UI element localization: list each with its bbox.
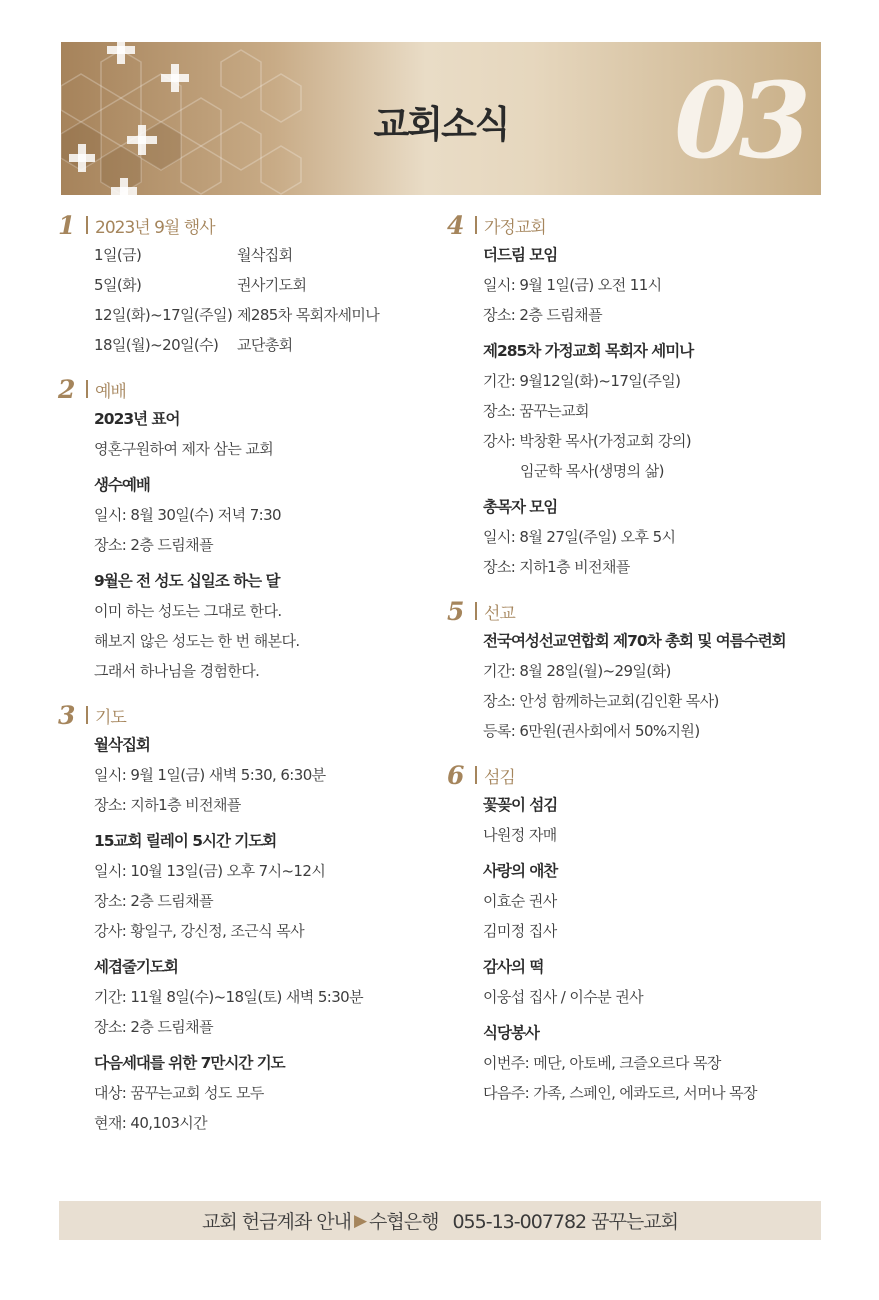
subheading: 더드림 모임 <box>483 246 558 264</box>
subheading: 꽃꽂이 섬김 <box>483 796 558 814</box>
section-number: 1 <box>58 210 76 240</box>
section-number: 4 <box>447 210 465 240</box>
text-line: 기간: 11월 8일(수)~18일(토) 새벽 5:30분 <box>94 988 364 1006</box>
text-line: 장소: 2층 드림채플 <box>94 892 213 910</box>
text-line: 임군학 목사(생명의 삶) <box>520 462 664 480</box>
subheading: 생수예배 <box>94 476 150 494</box>
subheading: 세겹줄기도회 <box>94 958 178 976</box>
page-title: 교회소식 <box>373 103 509 146</box>
section-2-header <box>58 374 438 404</box>
footer-label: 교회 헌금계좌 안내 <box>202 1211 351 1233</box>
event-name: 월삭집회 <box>237 246 293 264</box>
subheading: 전국여성선교연합회 제70차 총회 및 여름수련회 <box>483 632 786 650</box>
text-line: 장소: 2층 드림채플 <box>94 1018 213 1036</box>
subheading: 총목자 모임 <box>483 498 558 516</box>
subheading: 식당봉사 <box>483 1024 539 1042</box>
text-line: 이미 하는 성도는 그대로 한다. <box>94 602 282 620</box>
event-row <box>94 240 438 270</box>
section-5-body <box>447 626 827 746</box>
section-title: 2023년 9월 행사 <box>95 217 215 238</box>
text-line: 장소: 꿈꾸는교회 <box>483 402 589 420</box>
section-6-body <box>447 790 827 1108</box>
divider <box>475 602 477 620</box>
subheading: 2023년 표어 <box>94 410 180 428</box>
text-line: 이번주: 메단, 아토베, 크즐오르다 목장 <box>483 1054 721 1072</box>
text-line: 현재: 40,103시간 <box>94 1114 208 1132</box>
right-column <box>447 210 827 1108</box>
section-title: 가정교회 <box>484 217 546 238</box>
text-line: 일시: 8월 30일(수) 저녁 7:30 <box>94 506 281 524</box>
text-line: 기간: 8월 28일(월)~29일(화) <box>483 662 671 680</box>
subheading: 15교회 릴레이 5시간 기도회 <box>94 832 277 850</box>
text-line: 강사: 황일구, 강신정, 조근식 목사 <box>94 922 305 940</box>
event-name: 교단총회 <box>237 336 293 354</box>
text-line: 그래서 하나님을 경험한다. <box>94 662 260 680</box>
divider <box>475 766 477 784</box>
text-line: 이효순 권사 <box>483 892 557 910</box>
text-line: 장소: 지하1층 비전채플 <box>94 796 241 814</box>
account-number: 055-13-007782 꿈꾸는교회 <box>452 1211 678 1233</box>
subheading: 월삭집회 <box>94 736 150 754</box>
text-line: 장소: 2층 드림채플 <box>483 306 602 324</box>
section-1-header <box>58 210 438 240</box>
divider <box>475 216 477 234</box>
divider <box>86 706 88 724</box>
section-3-header <box>58 700 438 730</box>
event-date: 1일(금) <box>94 246 142 264</box>
section-number: 6 <box>447 760 465 790</box>
section-2-body <box>58 404 438 686</box>
divider <box>86 216 88 234</box>
left-column <box>58 210 438 1138</box>
text-line: 다음주: 가족, 스페인, 에콰도르, 서머나 목장 <box>483 1084 757 1102</box>
text-line: 일시: 9월 1일(금) 새벽 5:30, 6:30분 <box>94 766 326 784</box>
subheading: 감사의 떡 <box>483 958 544 976</box>
text-line: 장소: 2층 드림채플 <box>94 536 213 554</box>
section-1-body <box>58 240 438 360</box>
triangle-right-icon: ▶ <box>353 1210 367 1231</box>
text-line: 대상: 꿈꾸는교회 성도 모두 <box>94 1084 264 1102</box>
event-name: 권사기도회 <box>237 276 307 294</box>
event-row <box>94 300 438 330</box>
section-title: 기도 <box>95 707 126 728</box>
subheading: 제285차 가정교회 목회자 세미나 <box>483 342 694 360</box>
event-date: 18일(월)~20일(수) <box>94 336 219 354</box>
section-4-body <box>447 240 827 582</box>
event-row <box>94 330 438 360</box>
text-line: 김미정 집사 <box>483 922 557 940</box>
text-line: 강사: 박창환 목사(가정교회 강의) <box>483 432 692 450</box>
event-date: 5일(화) <box>94 276 142 294</box>
event-date: 12일(화)~17일(주일) <box>94 306 233 324</box>
page-number: 03 <box>674 59 803 182</box>
section-4-header <box>447 210 827 240</box>
offering-account-footer <box>59 1201 821 1240</box>
section-number: 2 <box>58 374 76 404</box>
section-6-header <box>447 760 827 790</box>
text-line: 일시: 10월 13일(금) 오후 7시~12시 <box>94 862 326 880</box>
text-line: 나원정 자매 <box>483 826 557 844</box>
subheading: 다음세대를 위한 7만시간 기도 <box>94 1054 285 1072</box>
divider <box>86 380 88 398</box>
bank-name: 수협은행 <box>369 1211 439 1233</box>
event-name: 제285차 목회자세미나 <box>237 306 380 324</box>
section-number: 5 <box>447 596 465 626</box>
text-line: 일시: 9월 1일(금) 오전 11시 <box>483 276 662 294</box>
section-title: 섬김 <box>484 767 515 788</box>
text-line: 이웅섭 집사 / 이수분 권사 <box>483 988 644 1006</box>
header-banner <box>61 42 821 195</box>
section-5-header <box>447 596 827 626</box>
section-title: 선교 <box>484 603 515 624</box>
section-3-body <box>58 730 438 1138</box>
event-row <box>94 270 438 300</box>
text-line: 장소: 지하1층 비전채플 <box>483 558 630 576</box>
text-line: 영혼구원하여 제자 삼는 교회 <box>94 440 274 458</box>
text-line: 일시: 8월 27일(주일) 오후 5시 <box>483 528 676 546</box>
text-line: 해보지 않은 성도는 한 번 해본다. <box>94 632 300 650</box>
subheading: 사랑의 애찬 <box>483 862 558 880</box>
text-line: 기간: 9월12일(화)~17일(주일) <box>483 372 681 390</box>
section-number: 3 <box>58 700 76 730</box>
text-line: 등록: 6만원(권사회에서 50%지원) <box>483 722 700 740</box>
text-line: 장소: 안성 함께하는교회(김인환 목사) <box>483 692 719 710</box>
subheading: 9월은 전 성도 십일조 하는 달 <box>94 572 280 590</box>
section-title: 예배 <box>95 381 126 402</box>
